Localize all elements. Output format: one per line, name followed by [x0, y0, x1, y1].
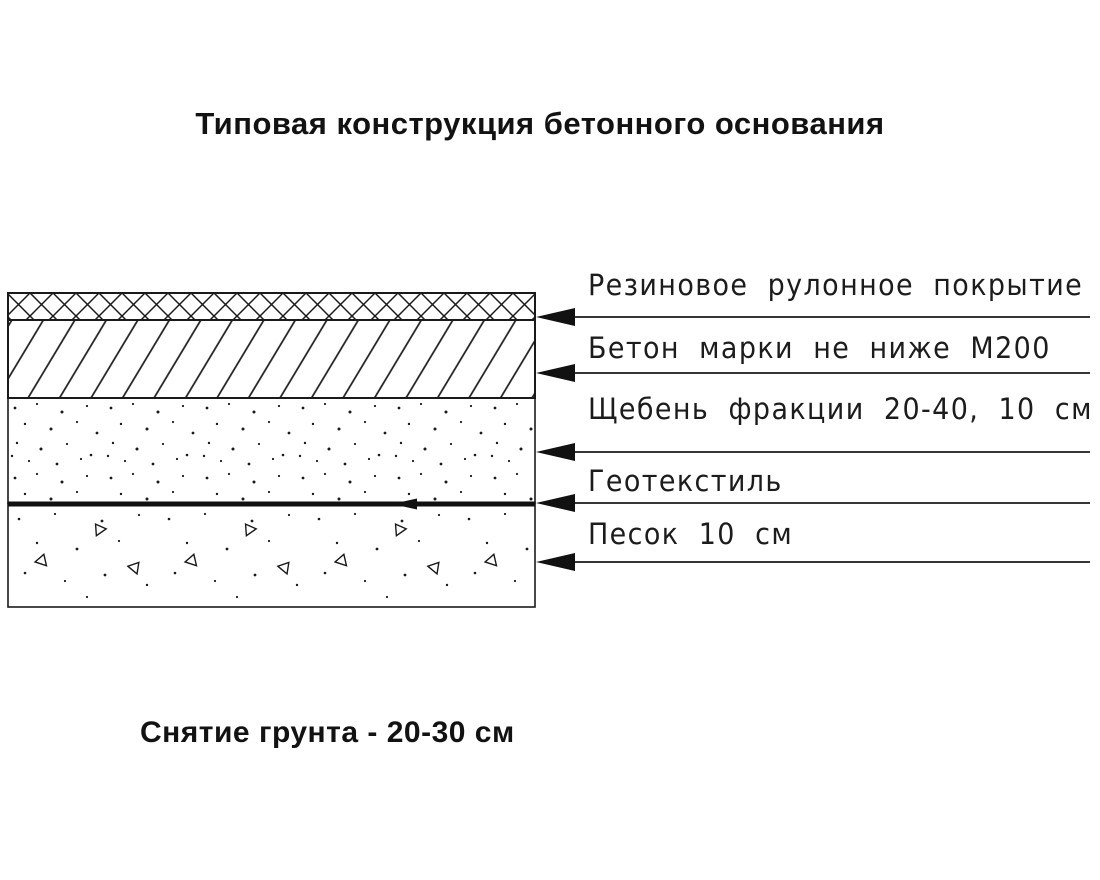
arrow-left-icon [536, 553, 575, 571]
layer-stack [8, 293, 535, 607]
label-sand: Песок 10 см [588, 517, 794, 551]
soil-removal-note: Снятие грунта - 20-30 см [140, 716, 515, 749]
arrow-left-icon [536, 494, 575, 512]
layer-sand [8, 503, 535, 607]
arrow-left-icon [536, 443, 575, 461]
arrow-left-icon [536, 308, 575, 326]
layer-concrete [8, 320, 535, 398]
label-rubber-coating: Резиновое рулонное покрытие [588, 268, 1084, 302]
label-geotextile: Геотекстиль [588, 464, 783, 498]
label-crushed-stone: Щебень фракции 20-40, 10 см [588, 392, 1093, 426]
leader-arrowheads [536, 308, 575, 571]
arrow-left-icon [536, 364, 575, 382]
label-concrete: Бетон марки не ниже М200 [588, 331, 1051, 365]
layer-rubber-coating [8, 293, 535, 320]
layer-crushed-stone [8, 398, 535, 503]
page-title: Типовая конструкция бетонного основания [195, 106, 885, 141]
